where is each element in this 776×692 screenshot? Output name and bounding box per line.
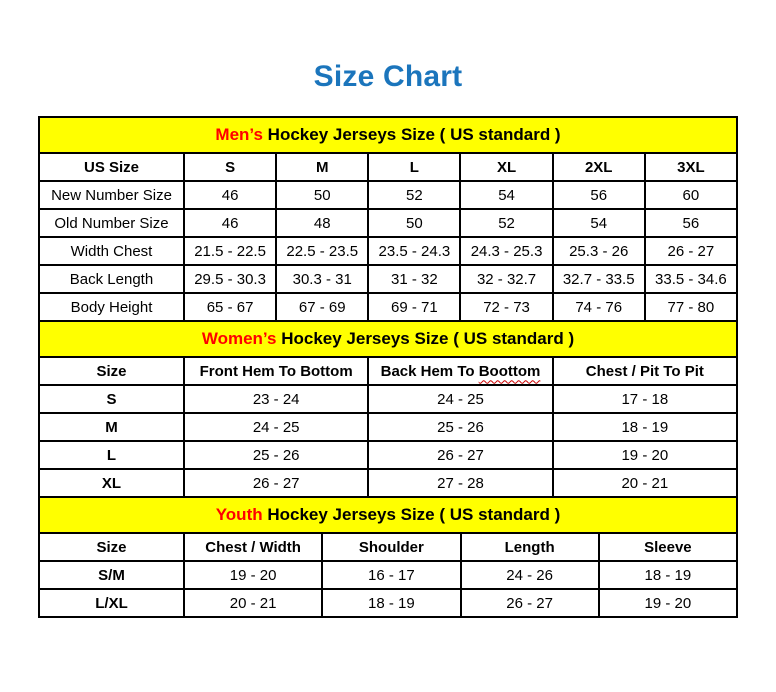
table-cell: 24 - 25 <box>368 385 552 413</box>
table-cell: 25 - 26 <box>184 441 368 469</box>
row-label: Back Length <box>39 265 184 293</box>
banner-title-text: Hockey Jerseys Size ( US standard ) <box>276 329 575 348</box>
table-row <box>39 561 737 589</box>
table-cell: 52 <box>460 209 552 237</box>
mens-size-table <box>38 116 738 322</box>
column-header: Shoulder <box>322 533 460 561</box>
table-cell: 46 <box>184 181 276 209</box>
table-cell: 26 - 27 <box>368 441 552 469</box>
womens-header-row <box>39 357 737 385</box>
womens-banner-row <box>39 321 737 357</box>
column-header: Chest / Pit To Pit <box>553 357 737 385</box>
table-cell: 67 - 69 <box>276 293 368 321</box>
table-cell: 33.5 - 34.6 <box>645 265 737 293</box>
column-header: Front Hem To Bottom <box>184 357 368 385</box>
table-cell: 26 - 27 <box>645 237 737 265</box>
row-label: S <box>39 385 184 413</box>
row-label: XL <box>39 469 184 497</box>
youth-banner-row <box>39 497 737 533</box>
table-cell: 72 - 73 <box>460 293 552 321</box>
table-cell: 77 - 80 <box>645 293 737 321</box>
table-row <box>39 469 737 497</box>
column-header <box>368 357 552 385</box>
youth-section-banner <box>39 497 737 533</box>
table-cell: 31 - 32 <box>368 265 460 293</box>
table-cell: 20 - 21 <box>553 469 737 497</box>
table-cell: 30.3 - 31 <box>276 265 368 293</box>
mens-section-banner <box>39 117 737 153</box>
table-row <box>39 237 737 265</box>
column-header: 2XL <box>553 153 645 181</box>
table-cell: 32.7 - 33.5 <box>553 265 645 293</box>
table-row <box>39 181 737 209</box>
table-cell: 19 - 20 <box>553 441 737 469</box>
row-label: Body Height <box>39 293 184 321</box>
table-row <box>39 209 737 237</box>
column-header: Size <box>39 533 184 561</box>
womens-section-banner <box>39 321 737 357</box>
table-row <box>39 265 737 293</box>
table-row <box>39 293 737 321</box>
table-cell: 18 - 19 <box>553 413 737 441</box>
column-header: XL <box>460 153 552 181</box>
table-cell: 27 - 28 <box>368 469 552 497</box>
table-cell: 56 <box>645 209 737 237</box>
table-cell: 22.5 - 23.5 <box>276 237 368 265</box>
row-label: S/M <box>39 561 184 589</box>
column-header: Length <box>461 533 599 561</box>
table-cell: 25.3 - 26 <box>553 237 645 265</box>
table-cell: 54 <box>460 181 552 209</box>
table-cell: 60 <box>645 181 737 209</box>
column-header: Sleeve <box>599 533 737 561</box>
column-header: Size <box>39 357 184 385</box>
table-cell: 29.5 - 30.3 <box>184 265 276 293</box>
table-cell: 24.3 - 25.3 <box>460 237 552 265</box>
column-header: 3XL <box>645 153 737 181</box>
banner-highlight: Women’s <box>201 329 277 348</box>
mens-header-row <box>39 153 737 181</box>
table-cell: 23 - 24 <box>184 385 368 413</box>
row-label: L/XL <box>39 589 184 617</box>
table-cell: 32 - 32.7 <box>460 265 552 293</box>
table-cell: 74 - 76 <box>553 293 645 321</box>
table-cell: 56 <box>553 181 645 209</box>
table-cell: 50 <box>368 209 460 237</box>
banner-title-text: Hockey Jerseys Size ( US standard ) <box>262 505 561 524</box>
table-row <box>39 413 737 441</box>
table-cell: 65 - 67 <box>184 293 276 321</box>
table-cell: 69 - 71 <box>368 293 460 321</box>
table-cell: 54 <box>553 209 645 237</box>
table-cell: 46 <box>184 209 276 237</box>
table-cell: 17 - 18 <box>553 385 737 413</box>
misspelled-word: Boottom <box>478 362 541 380</box>
row-label: M <box>39 413 184 441</box>
column-header: US Size <box>39 153 184 181</box>
table-cell: 18 - 19 <box>322 589 460 617</box>
table-cell: 18 - 19 <box>599 561 737 589</box>
table-row <box>39 589 737 617</box>
column-header: M <box>276 153 368 181</box>
table-cell: 19 - 20 <box>599 589 737 617</box>
table-row <box>39 385 737 413</box>
table-cell: 23.5 - 24.3 <box>368 237 460 265</box>
table-cell: 48 <box>276 209 368 237</box>
row-label: New Number Size <box>39 181 184 209</box>
table-row <box>39 441 737 469</box>
mens-banner-row <box>39 117 737 153</box>
table-cell: 26 - 27 <box>184 469 368 497</box>
table-cell: 26 - 27 <box>461 589 599 617</box>
table-cell: 19 - 20 <box>184 561 322 589</box>
page-title: Size Chart <box>313 60 463 93</box>
table-cell: 50 <box>276 181 368 209</box>
table-cell: 24 - 26 <box>461 561 599 589</box>
row-label: Old Number Size <box>39 209 184 237</box>
row-label: L <box>39 441 184 469</box>
youth-size-table <box>38 496 738 618</box>
column-header: L <box>368 153 460 181</box>
banner-highlight: Youth <box>215 505 263 524</box>
column-header: S <box>184 153 276 181</box>
table-cell: 20 - 21 <box>184 589 322 617</box>
table-cell: 52 <box>368 181 460 209</box>
youth-header-row <box>39 533 737 561</box>
table-cell: 24 - 25 <box>184 413 368 441</box>
table-cell: 16 - 17 <box>322 561 460 589</box>
banner-title-text: Hockey Jerseys Size ( US standard ) <box>262 125 561 144</box>
womens-size-table <box>38 320 738 498</box>
table-cell: 21.5 - 22.5 <box>184 237 276 265</box>
banner-highlight: Men’s <box>215 125 263 144</box>
table-cell: 25 - 26 <box>368 413 552 441</box>
column-header: Chest / Width <box>184 533 322 561</box>
row-label: Width Chest <box>39 237 184 265</box>
column-header-text: Back Hem To <box>380 362 479 380</box>
